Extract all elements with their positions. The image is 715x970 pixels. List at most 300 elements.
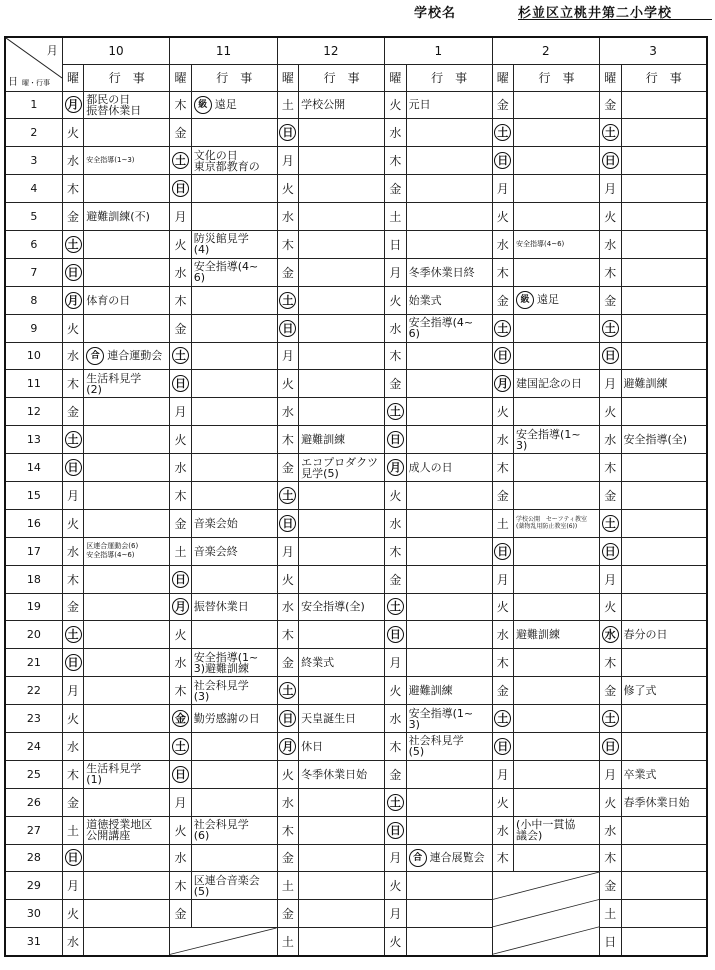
event-cell (84, 119, 170, 147)
event-cell (621, 732, 707, 760)
event-cell (84, 314, 170, 342)
weekday-cell: 木 (492, 454, 513, 482)
event-cell (621, 509, 707, 537)
event-cell (191, 621, 277, 649)
event-cell (299, 677, 385, 705)
day-number: 4 (5, 175, 62, 203)
holiday-weekday: 月 (65, 96, 82, 113)
month-header: 3 (600, 37, 707, 64)
weekday-cell: 金 (385, 175, 406, 203)
event-col-header: 行 事 (84, 64, 170, 91)
event-text: 区連合運動会(6) (86, 542, 139, 551)
weekday-cell: 月 (600, 175, 621, 203)
weekday-cell (170, 593, 191, 621)
corner-month-label: 月 (46, 44, 58, 57)
day-row (5, 900, 707, 928)
event-cell (299, 203, 385, 231)
event-cell (84, 258, 170, 286)
weekday-cell: 火 (492, 203, 513, 231)
holiday-weekday: 土 (387, 403, 404, 420)
event-cell (406, 732, 492, 760)
weekday-cell: 金 (62, 593, 83, 621)
corner-weekday-event-label: 曜・行事 (22, 78, 50, 87)
event-text: 建国記念の日 (516, 377, 583, 391)
weekday-cell: 土 (62, 816, 83, 844)
event-cell (406, 147, 492, 175)
weekday-cell: 月 (600, 565, 621, 593)
weekday-cell (170, 565, 191, 593)
event-col-header: 行 事 (406, 64, 492, 91)
weekday-cell (277, 314, 298, 342)
event-cell (406, 705, 492, 733)
weekday-cell: 月 (492, 565, 513, 593)
event-cell (621, 426, 707, 454)
day-row (5, 732, 707, 760)
weekday-cell (492, 370, 513, 398)
event-cell (299, 928, 385, 956)
event-cell (406, 593, 492, 621)
weekday-cell: 木 (277, 816, 298, 844)
event-cell (406, 649, 492, 677)
holiday-weekday: 日 (172, 571, 189, 588)
weekday-col-header: 曜 (62, 64, 83, 91)
event-cell (514, 342, 600, 370)
event-text: 卒業式 (623, 767, 657, 781)
weekday-cell (62, 621, 83, 649)
event-cell (406, 370, 492, 398)
holiday-weekday: 日 (602, 738, 619, 755)
event-cell (84, 649, 170, 677)
holiday-weekday: 土 (602, 320, 619, 337)
event-text: 道徳授業地区 (86, 818, 153, 832)
day-number: 30 (5, 900, 62, 928)
event-cell (621, 314, 707, 342)
weekday-cell: 月 (492, 175, 513, 203)
event-text: 6) (193, 271, 206, 285)
holiday-weekday: 日 (279, 124, 296, 141)
event-text: 春分の日 (623, 628, 668, 642)
event-cell (84, 872, 170, 900)
weekday-cell: 金 (62, 398, 83, 426)
weekday-cell: 木 (62, 565, 83, 593)
event-cell (621, 816, 707, 844)
weekday-cell: 火 (62, 314, 83, 342)
day-number: 24 (5, 732, 62, 760)
event-cell (299, 593, 385, 621)
weekday-cell (385, 816, 406, 844)
empty-cell (170, 928, 277, 956)
day-row (5, 816, 707, 844)
weekday-cell: 木 (170, 677, 191, 705)
event-text: (3) (193, 689, 210, 703)
day-row (5, 593, 707, 621)
weekday-cell (170, 342, 191, 370)
event-cell (621, 593, 707, 621)
weekday-cell: 火 (62, 119, 83, 147)
event-cell (514, 732, 600, 760)
event-cell (514, 91, 600, 119)
holiday-weekday: 日 (279, 320, 296, 337)
event-cell (514, 593, 600, 621)
weekday-cell (62, 258, 83, 286)
weekday-cell: 土 (277, 91, 298, 119)
event-cell (299, 509, 385, 537)
day-row (5, 537, 707, 565)
weekday-col-header: 曜 (170, 64, 191, 91)
weekday-cell: 木 (277, 230, 298, 258)
empty-slash (493, 872, 599, 954)
weekday-cell: 金 (170, 900, 191, 928)
day-number: 12 (5, 398, 62, 426)
day-row (5, 230, 707, 258)
event-text: 終業式 (301, 656, 335, 670)
day-number: 16 (5, 509, 62, 537)
weekday-cell: 日 (385, 230, 406, 258)
weekday-cell: 月 (600, 370, 621, 398)
event-cell (299, 286, 385, 314)
event-cell (191, 314, 277, 342)
event-text: 安全指導(全) (623, 433, 688, 447)
event-cell (406, 537, 492, 565)
event-cell (84, 732, 170, 760)
event-cell (621, 705, 707, 733)
event-cell (621, 203, 707, 231)
event-text: 社会科見学 (408, 734, 464, 748)
weekday-cell (492, 705, 513, 733)
event-cell (406, 509, 492, 537)
corner-day-label: 日 (8, 76, 18, 88)
event-cell (299, 872, 385, 900)
weekday-cell: 火 (600, 398, 621, 426)
event-cell (84, 621, 170, 649)
weekday-cell: 水 (170, 844, 191, 872)
event-cell (191, 732, 277, 760)
event-cell (514, 314, 600, 342)
weekday-cell: 金 (277, 454, 298, 482)
weekday-cell (492, 314, 513, 342)
weekday-cell (600, 314, 621, 342)
event-text: (薬物乱用防止教室(6)) (516, 523, 578, 531)
event-cell (406, 621, 492, 649)
weekday-cell: 水 (62, 732, 83, 760)
event-text: 勤労感謝の日 (193, 712, 260, 726)
day-number: 19 (5, 593, 62, 621)
weekday-cell: 金 (492, 91, 513, 119)
event-cell (299, 147, 385, 175)
event-cell (191, 370, 277, 398)
weekday-cell: 火 (385, 872, 406, 900)
event-cell (191, 872, 277, 900)
event-cell (406, 565, 492, 593)
event-cell (406, 454, 492, 482)
event-cell (191, 258, 277, 286)
weekday-cell (385, 454, 406, 482)
weekday-cell: 水 (600, 230, 621, 258)
weekday-cell: 水 (385, 119, 406, 147)
day-number: 14 (5, 454, 62, 482)
weekday-cell: 金 (170, 314, 191, 342)
weekday-cell: 土 (170, 537, 191, 565)
day-row (5, 203, 707, 231)
event-cell (191, 844, 277, 872)
event-cell (621, 677, 707, 705)
day-row (5, 788, 707, 816)
event-col-header: 行 事 (514, 64, 600, 91)
event-cell (299, 705, 385, 733)
weekday-cell (170, 370, 191, 398)
school-underline (518, 19, 712, 20)
weekday-cell: 金 (385, 760, 406, 788)
event-text: 社会科見学 (193, 678, 249, 692)
day-number: 10 (5, 342, 62, 370)
weekday-cell: 火 (492, 398, 513, 426)
event-text: エコプロダクツ (301, 455, 379, 469)
holiday-weekday: 土 (602, 124, 619, 141)
day-row (5, 286, 707, 314)
weekday-cell: 火 (62, 509, 83, 537)
weekday-cell: 水 (170, 258, 191, 286)
weekday-cell: 月 (492, 760, 513, 788)
event-text: 始業式 (408, 293, 442, 307)
event-text: 避難訓練 (408, 684, 453, 698)
weekday-cell: 木 (170, 481, 191, 509)
day-number: 17 (5, 537, 62, 565)
event-cell (84, 900, 170, 928)
event-text: (4) (193, 243, 210, 257)
event-cell (514, 537, 600, 565)
month-header: 12 (277, 37, 384, 64)
event-cell (191, 565, 277, 593)
weekday-cell: 月 (277, 147, 298, 175)
weekday-cell: 金 (600, 481, 621, 509)
event-cell (84, 844, 170, 872)
weekday-cell (600, 621, 621, 649)
weekday-cell: 火 (277, 370, 298, 398)
weekday-cell (170, 705, 191, 733)
holiday-weekday: 日 (279, 710, 296, 727)
holiday-weekday: 日 (65, 654, 82, 671)
event-cell (299, 175, 385, 203)
day-number: 7 (5, 258, 62, 286)
holiday-weekday: 土 (602, 710, 619, 727)
event-cell (299, 816, 385, 844)
weekday-cell: 土 (600, 900, 621, 928)
weekday-cell (492, 732, 513, 760)
event-cell (299, 398, 385, 426)
month-header-row (5, 37, 707, 64)
event-cell (406, 677, 492, 705)
event-cell (514, 426, 600, 454)
empty-cell (492, 872, 599, 956)
weekday-cell (277, 509, 298, 537)
month-header: 11 (170, 37, 277, 64)
holiday-weekday: 土 (65, 236, 82, 253)
weekday-cell: 木 (62, 175, 83, 203)
event-cell (84, 175, 170, 203)
day-row (5, 147, 707, 175)
event-cell (621, 788, 707, 816)
event-text: 修了式 (623, 684, 657, 698)
weekday-cell (277, 481, 298, 509)
holiday-weekday: 土 (494, 124, 511, 141)
event-cell (514, 816, 600, 844)
event-cell (299, 230, 385, 258)
event-cell (514, 844, 600, 872)
weekday-cell (600, 537, 621, 565)
event-cell (299, 119, 385, 147)
event-cell (514, 398, 600, 426)
holiday-weekday: 日 (65, 264, 82, 281)
event-cell (299, 760, 385, 788)
event-text: 連合展覧会 (429, 850, 485, 864)
event-cell (191, 509, 277, 537)
event-text: 3) (408, 717, 420, 731)
weekday-cell (385, 593, 406, 621)
day-number: 25 (5, 760, 62, 788)
weekday-cell: 金 (277, 649, 298, 677)
weekday-cell (277, 732, 298, 760)
weekday-cell (600, 147, 621, 175)
grade-event-mark: 級 (194, 96, 212, 114)
holiday-weekday: 日 (494, 738, 511, 755)
event-cell (84, 788, 170, 816)
weekday-cell: 月 (62, 872, 83, 900)
weekday-cell (492, 537, 513, 565)
weekday-cell: 月 (385, 258, 406, 286)
event-cell (406, 286, 492, 314)
weekday-cell: 火 (62, 900, 83, 928)
weekday-cell: 月 (170, 398, 191, 426)
event-text: 社会科見学 (193, 818, 249, 832)
weekday-cell: 木 (170, 91, 191, 119)
weekday-cell: 木 (170, 286, 191, 314)
event-cell (514, 286, 600, 314)
day-number: 5 (5, 203, 62, 231)
school-label: 学校名 (414, 6, 457, 21)
event-cell (514, 565, 600, 593)
weekday-cell: 木 (277, 621, 298, 649)
weekday-cell: 月 (62, 481, 83, 509)
holiday-weekday: 日 (494, 543, 511, 560)
event-cell (406, 760, 492, 788)
day-number: 28 (5, 844, 62, 872)
weekday-cell (385, 621, 406, 649)
school-name: 杉並区立桃井第二小学校 (518, 6, 673, 21)
event-text: 春季休業日始 (623, 795, 690, 809)
event-cell (621, 119, 707, 147)
event-col-header: 行 事 (191, 64, 277, 91)
weekday-cell: 土 (385, 203, 406, 231)
event-cell (84, 370, 170, 398)
holiday-weekday: 土 (279, 292, 296, 309)
holiday-weekday: 月 (387, 459, 404, 476)
weekday-cell: 金 (492, 677, 513, 705)
weekday-cell: 水 (385, 509, 406, 537)
weekday-cell: 金 (600, 286, 621, 314)
event-cell (406, 175, 492, 203)
event-text: (小中一貫協 (516, 818, 576, 832)
event-cell (406, 900, 492, 928)
event-cell (514, 454, 600, 482)
event-text: 冬季休業日終 (408, 265, 475, 279)
day-row (5, 454, 707, 482)
event-text: 見学(5) (301, 466, 339, 480)
weekday-cell: 水 (170, 454, 191, 482)
event-text: 学校公開 (301, 98, 346, 112)
event-cell (84, 816, 170, 844)
event-text: (1) (86, 773, 102, 787)
weekday-cell: 金 (62, 788, 83, 816)
event-cell (514, 203, 600, 231)
event-cell (84, 928, 170, 956)
event-text: 区連合音楽会 (193, 873, 260, 887)
weekday-cell: 水 (277, 203, 298, 231)
holiday-weekday: 日 (172, 375, 189, 392)
weekday-cell: 木 (600, 649, 621, 677)
weekday-cell: 火 (600, 593, 621, 621)
event-col-header: 行 事 (621, 64, 707, 91)
event-cell (84, 677, 170, 705)
holiday-weekday: 日 (279, 515, 296, 532)
day-number: 21 (5, 649, 62, 677)
weekday-cell (600, 342, 621, 370)
event-cell (514, 509, 600, 537)
weekday-cell (600, 509, 621, 537)
event-cell (514, 258, 600, 286)
corner-cell (5, 37, 62, 91)
weekday-cell (62, 230, 83, 258)
event-cell (84, 509, 170, 537)
event-cell (191, 119, 277, 147)
day-row (5, 91, 707, 119)
event-cell (299, 844, 385, 872)
day-number: 13 (5, 426, 62, 454)
weekday-cell: 木 (385, 537, 406, 565)
weekday-cell: 水 (600, 816, 621, 844)
sub-header-row (5, 64, 707, 91)
event-cell (621, 454, 707, 482)
weekday-cell: 木 (600, 454, 621, 482)
weekday-cell: 火 (170, 816, 191, 844)
day-row (5, 481, 707, 509)
event-cell (621, 91, 707, 119)
weekday-cell: 金 (277, 258, 298, 286)
day-row (5, 621, 707, 649)
day-row (5, 844, 707, 872)
weekday-cell: 金 (600, 677, 621, 705)
day-row (5, 119, 707, 147)
event-cell (514, 705, 600, 733)
day-row (5, 928, 707, 956)
weekday-cell (62, 91, 83, 119)
event-cell (621, 370, 707, 398)
event-cell (84, 203, 170, 231)
holiday-weekday: 日 (494, 152, 511, 169)
event-cell (514, 760, 600, 788)
event-cell (621, 565, 707, 593)
event-cell (84, 565, 170, 593)
event-text: 防災館見学 (193, 232, 249, 246)
event-text: 元日 (408, 98, 431, 112)
event-cell (191, 677, 277, 705)
event-cell (191, 705, 277, 733)
event-cell (621, 900, 707, 928)
weekday-cell: 水 (492, 816, 513, 844)
holiday-weekday: 日 (65, 849, 82, 866)
holiday-weekday: 日 (387, 626, 404, 643)
event-text: 避難訓練 (301, 433, 346, 447)
weekday-cell: 木 (62, 370, 83, 398)
